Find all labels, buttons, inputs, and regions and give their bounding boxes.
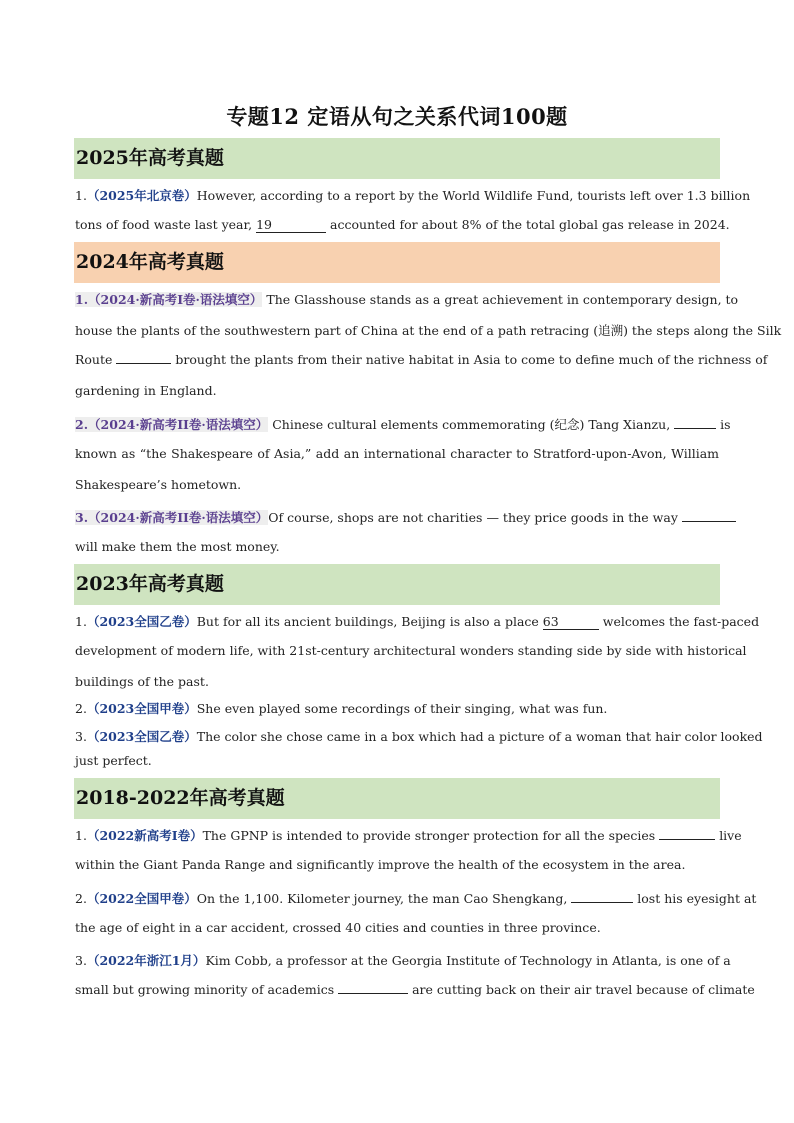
question-text: Chinese cultural elements commemorating (纪念) Tang Xianzu, [272,417,671,432]
question-line [75,186,751,217]
question-text: tons of food waste last year, [75,217,253,232]
question-line: house the plants of the southwestern part of China at the end of a path retracing (追溯) the steps along the Silk [75,323,782,338]
question-text: She even played some recordings of their singing, what was fun. [196,701,608,716]
question-text: The Glasshouse stands as a great achievement in contemporary design, to [266,292,739,307]
question-text: The color she chose came in a box which had a picture of a woman that hair color looked [196,729,763,744]
question-text: Of course, shops are not charities — they price goods in the way [268,510,678,525]
question-2024-1 [75,290,782,398]
question-line: just perfect. [75,753,152,768]
question-text: On the 1,100. Kilometer journey, the man Cao Shengkang, [196,891,568,906]
question-line [75,951,731,982]
question-number: 2. [75,891,87,906]
question-source: （2025年北京卷） [86,188,197,203]
question-source: （2023全国乙卷） [86,729,197,744]
answer-blank[interactable]: 63 [543,615,599,630]
question-number: 1. [75,828,87,843]
page-title: 专题12 定语从句之关系代词100题 [226,104,568,129]
question-text: welcomes the fast-paced [602,614,760,629]
question-number: 3. [75,729,87,744]
question-text: is [720,417,731,432]
question-text: live [719,828,742,843]
question-number: 3. [75,953,87,968]
question-text: However, according to a report by the World Wildlife Fund, tourists left over 1.3 billion [196,188,751,203]
section-heading-2024: 2024年高考真题 [74,242,720,283]
answer-blank[interactable]: 19 [256,218,326,233]
question-text: The GPNP is intended to provide stronger protection for all the species [202,828,656,843]
answer-blank[interactable] [659,839,715,840]
section-heading-2018-2022: 2018-2022年高考真题 [74,778,720,819]
question-line [75,217,730,233]
question-2024-3 [75,508,719,554]
question-source: （2023全国甲卷） [86,701,197,716]
question-number: 1. [75,614,87,629]
question-2023-2 [75,699,719,717]
question-line: within the Giant Panda Range and significantly improve the health of the ecosystem in the area. [75,857,686,872]
question-source: 3.（2024·新高考II卷·语法填空） [75,510,269,525]
question-text: But for all its ancient buildings, Beijing is also a place [196,614,539,629]
question-line [75,727,763,753]
answer-blank[interactable] [674,428,716,429]
question-2022-1 [75,826,742,872]
question-2025-1 [75,186,751,233]
question-line [75,508,719,539]
question-line: will make them the most money. [75,539,280,554]
question-text: Route [75,352,113,367]
answer-blank[interactable] [116,363,171,364]
question-2022-3 [75,951,755,997]
question-text: small but growing minority of academics [75,982,335,997]
question-source: （2022全国甲卷） [86,891,197,906]
question-line: Shakespeare’s hometown. [75,477,242,492]
question-2022-2 [75,889,757,935]
question-source: （2022新高考I卷） [86,828,203,843]
question-line [75,699,719,717]
answer-blank[interactable] [571,902,633,903]
answer-blank[interactable] [682,521,736,522]
answer-blank[interactable] [338,993,408,994]
question-line [75,982,755,997]
question-source: （2022年浙江1月） [86,953,206,968]
question-text: Kim Cobb, a professor at the Georgia Institute of Technology in Atlanta, is one of a [205,953,731,968]
question-line [75,290,739,321]
question-text: accounted for about 8% of the total global gas release in 2024. [330,217,730,232]
question-number: 1. [75,188,87,203]
question-line: development of modern life, with 21st-century architectural wonders standing side by side with historical [75,643,747,658]
question-line [75,826,742,857]
question-line: the age of eight in a car accident, crossed 40 cities and counties in three province. [75,920,601,935]
question-line [75,889,757,920]
section-heading-2023: 2023年高考真题 [74,564,720,605]
question-2024-2 [75,415,731,492]
question-2023-1 [75,612,760,689]
question-line: buildings of the past. [75,674,209,689]
question-line: gardening in England. [75,383,217,398]
question-text: lost his eyesight at [637,891,757,906]
question-text: brought the plants from their native habitat in Asia to come to define much of the richness of [175,352,768,367]
question-2023-3 [75,727,763,768]
question-source: （2023全国乙卷） [86,614,197,629]
section-heading-2025: 2025年高考真题 [74,138,720,179]
question-text: are cutting back on their air travel because of climate [412,982,755,997]
question-line: known as “the Shakespeare of Asia,” add an international character to Stratford-upon-Avon, William [75,446,719,461]
question-line [75,612,760,643]
question-source: 2.（2024·新高考II卷·语法填空） [75,417,269,432]
question-source: 1.（2024·新高考Ⅰ卷·语法填空） [75,292,263,307]
question-line [75,352,768,383]
question-line [75,415,731,446]
question-number: 2. [75,701,87,716]
